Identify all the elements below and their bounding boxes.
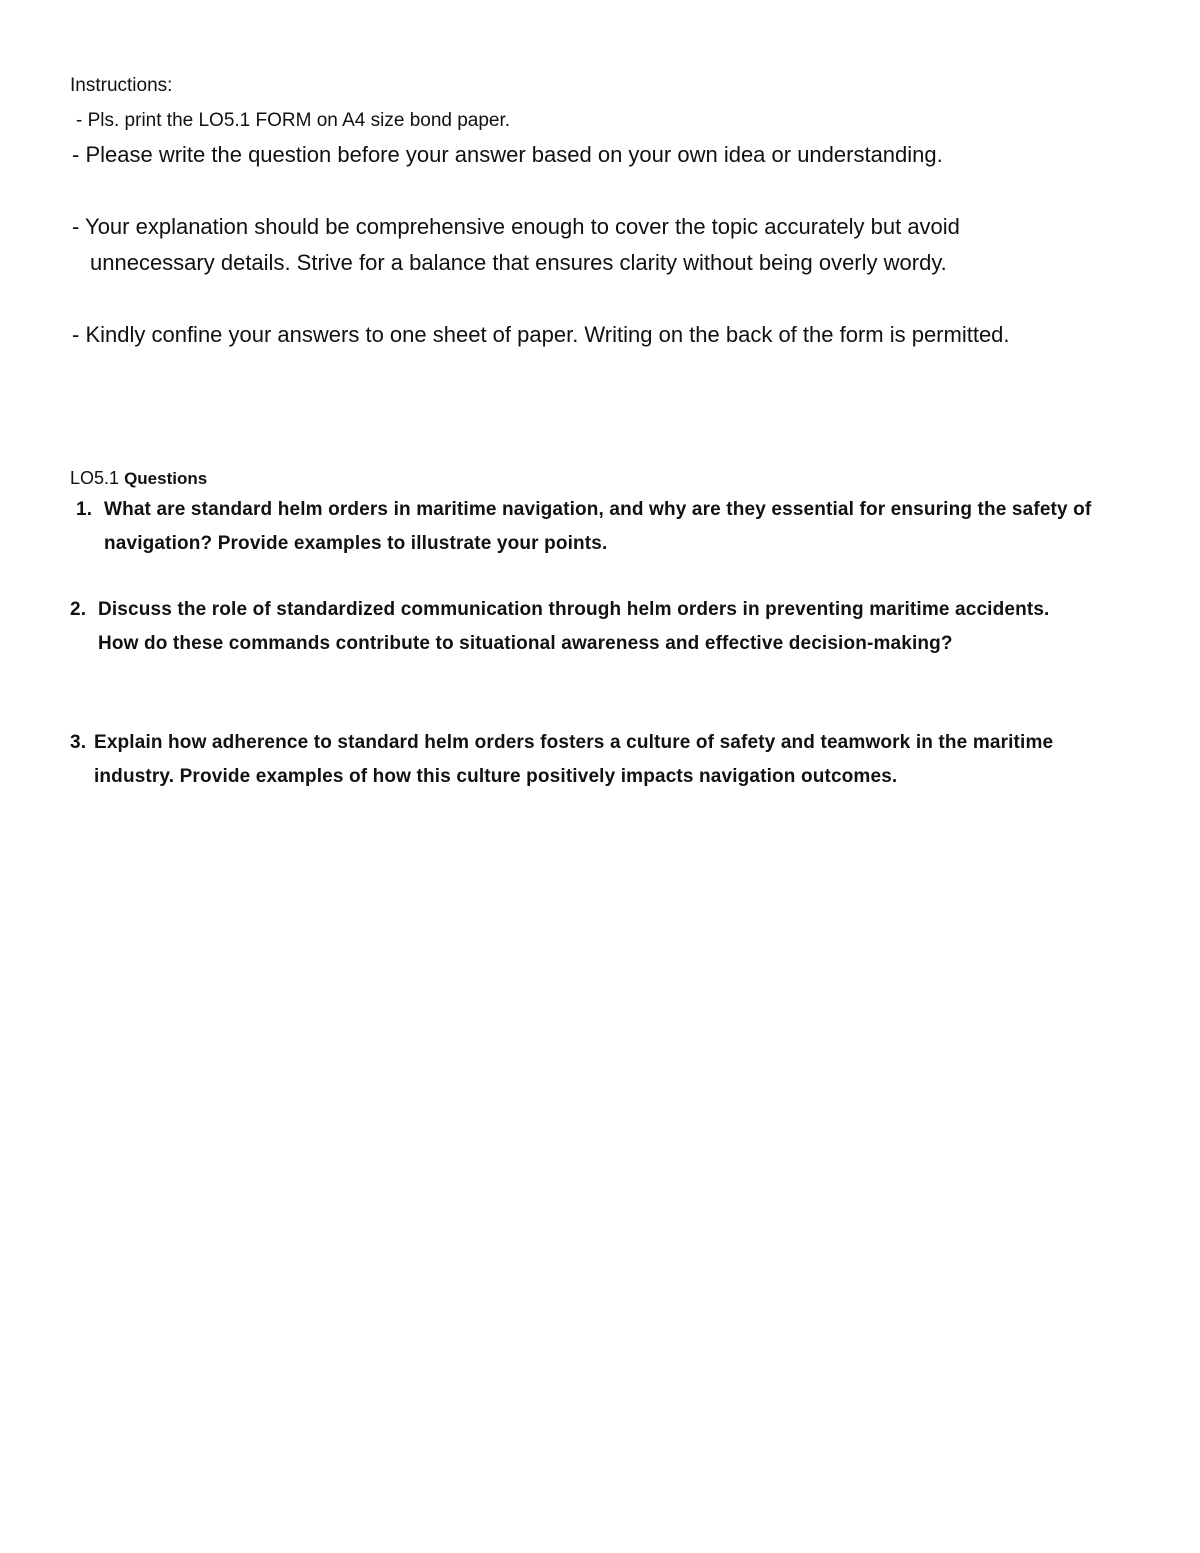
question-item-1 [76, 493, 1126, 561]
question-number: 3. [70, 732, 87, 753]
instruction-item-write-question: - Please write the question before your answer based on your own idea or understanding. [72, 142, 943, 167]
instructions-heading: Instructions: [70, 75, 173, 96]
question-number: 2. [70, 599, 87, 620]
question-text: Explain how adherence to standard helm orders fosters a culture of safety and teamwork in the maritime industry. Provide examples of how this culture positively impacts navigation outcomes. [94, 732, 1054, 787]
instruction-item-explanation: - Your explanation should be comprehensive enough to cover the topic accurately but avoid unnecessary details. Strive for a balance that ensures clarity without being overly wordy. [72, 214, 960, 275]
instruction-item-print: - Pls. print the LO5.1 FORM on A4 size bond paper. [76, 110, 511, 131]
questions-title [70, 466, 207, 491]
question-item-3 [70, 726, 1110, 794]
instruction-item-one-sheet: - Kindly confine your answers to one sheet of paper. Writing on the back of the form is permitted. [72, 322, 1010, 347]
questions-title-code: LO5.1 [70, 468, 120, 488]
question-text: Discuss the role of standardized communication through helm orders in preventing maritime accidents. How do these commands contribute to situational awareness and effective decision-making? [98, 599, 1050, 654]
questions-title-label: Questions [124, 469, 208, 488]
question-number: 1. [76, 499, 93, 520]
question-item-2 [70, 593, 1080, 661]
question-text: What are standard helm orders in maritime navigation, and why are they essential for ensuring the safety of navigation? Provide examples to illustrate your points. [104, 499, 1092, 554]
